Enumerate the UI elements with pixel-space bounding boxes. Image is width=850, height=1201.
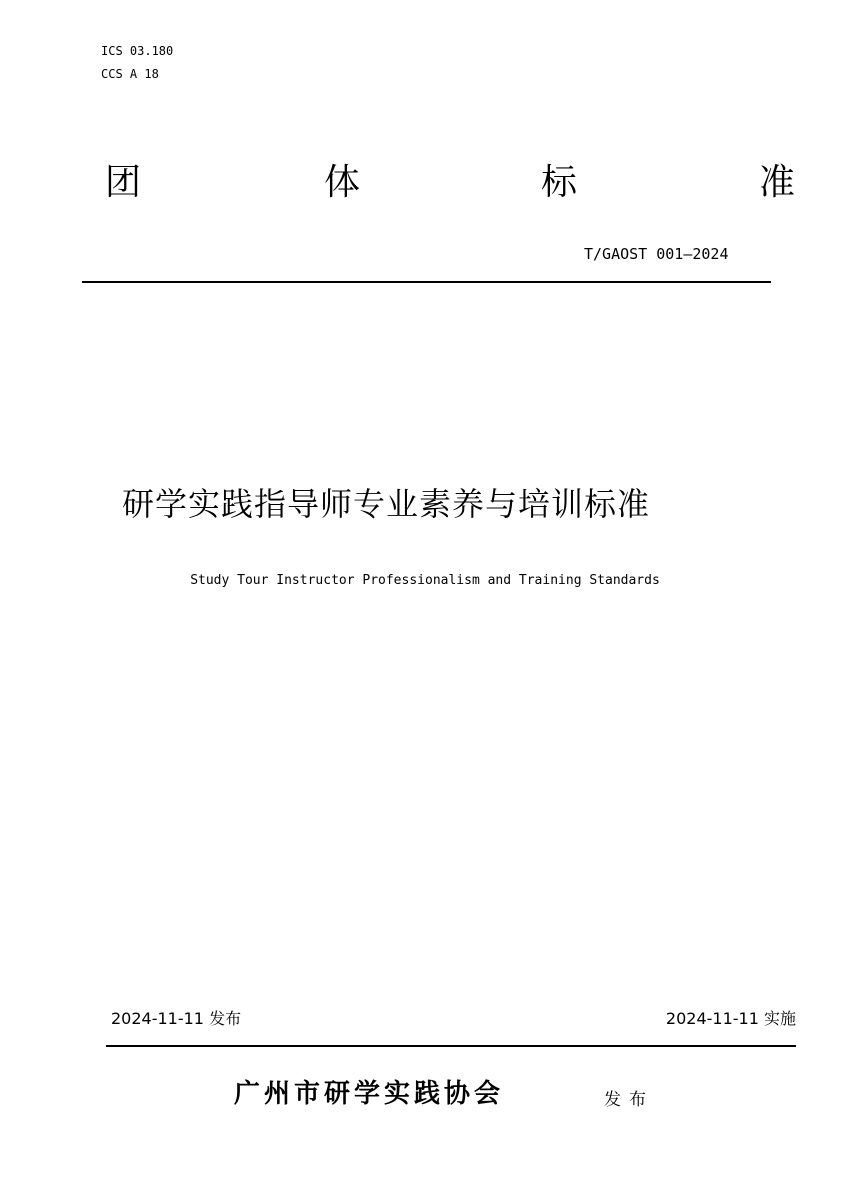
doc-type-char-4: 准 [759, 162, 796, 203]
document-title: 研学实践指导师专业素养与培训标准 [122, 485, 651, 523]
document-subtitle-en: Study Tour Instructor Professionalism and Training Standards [190, 573, 660, 588]
ccs-code: CCS A 18 [101, 67, 159, 81]
doc-type-char-3: 标 [541, 162, 578, 203]
publisher-org: 广州市研学实践协会 [234, 1079, 505, 1109]
ics-code: ICS 03.180 [101, 44, 174, 58]
doc-type-char-1: 团 [105, 162, 142, 203]
implement-date: 2024-11-11 实施 [665, 1009, 796, 1028]
top-divider [82, 281, 771, 283]
publish-date: 2024-11-11 发布 [111, 1009, 242, 1028]
bottom-divider [106, 1045, 796, 1047]
standard-number: T/GAOST 001—2024 [584, 245, 729, 263]
doc-type-char-2: 体 [324, 162, 361, 203]
publisher-suffix: 发布 [604, 1090, 654, 1110]
